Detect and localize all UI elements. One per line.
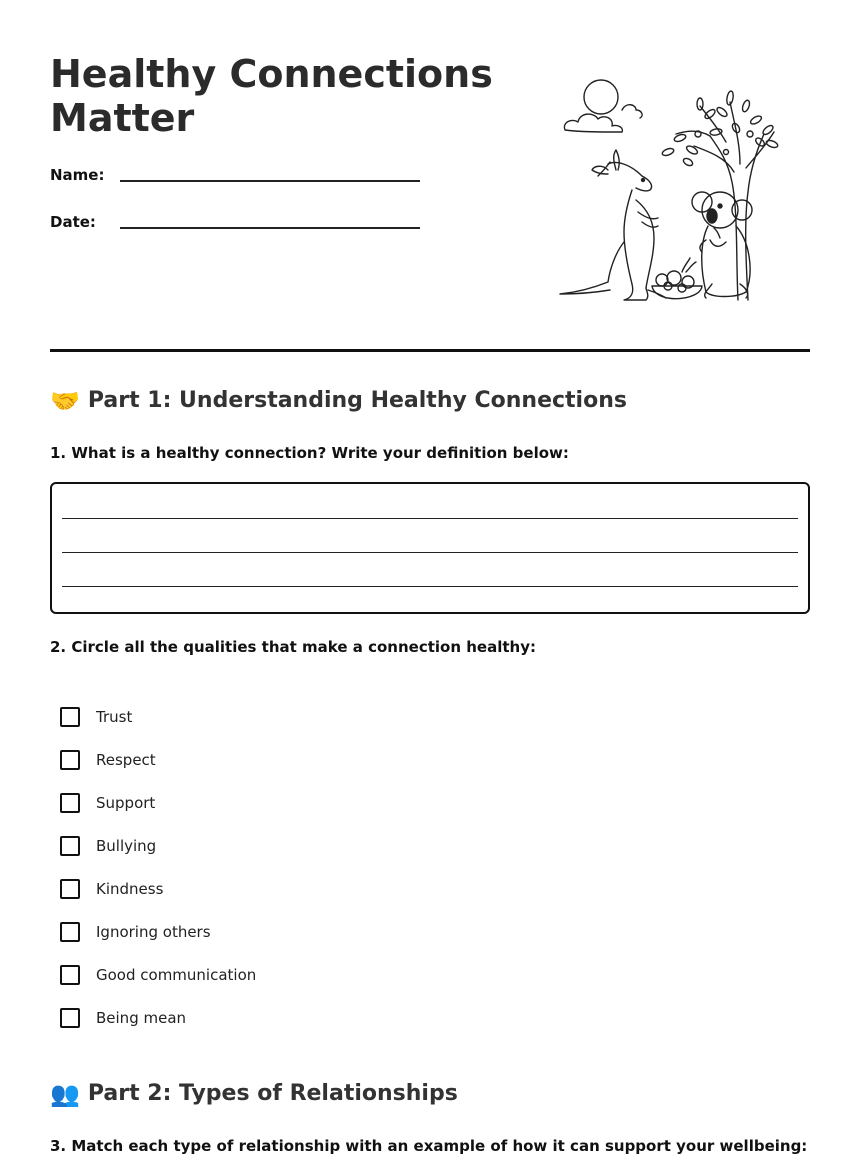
- small-cloud-icon: [622, 105, 642, 118]
- checkbox[interactable]: [60, 965, 80, 985]
- people-icon: 👥: [50, 1079, 80, 1108]
- cloud-icon: [564, 114, 622, 132]
- quality-label: Trust: [96, 708, 133, 726]
- answer-line-2[interactable]: [62, 552, 798, 553]
- kangaroo-icon: [560, 150, 666, 300]
- part1-heading-text: Part 1: Understanding Healthy Connections: [87, 388, 627, 413]
- checkbox[interactable]: [60, 836, 80, 856]
- quality-label: Respect: [96, 751, 156, 769]
- quality-item[interactable]: [60, 834, 156, 858]
- question-3: 3. Match each type of relationship with an example of how it can support your wellbeing:: [50, 1137, 808, 1155]
- checkbox[interactable]: [60, 750, 80, 770]
- checkbox[interactable]: [60, 1008, 80, 1028]
- checkbox[interactable]: [60, 879, 80, 899]
- quality-item[interactable]: [60, 920, 211, 944]
- date-field[interactable]: [50, 213, 420, 237]
- question-2: 2. Circle all the qualities that make a connection healthy:: [50, 638, 536, 656]
- worksheet-page: [50, 0, 810, 1161]
- fruit-bowl-icon: [652, 258, 702, 299]
- quality-item[interactable]: [60, 705, 132, 729]
- quality-item[interactable]: [60, 1006, 186, 1030]
- date-label: Date:: [50, 213, 96, 231]
- sun-icon: [584, 80, 618, 114]
- quality-label: Kindness: [96, 880, 164, 898]
- part2-heading: [50, 1081, 458, 1106]
- quality-label: Support: [96, 794, 156, 812]
- quality-label: Ignoring others: [96, 923, 211, 941]
- quality-item[interactable]: [60, 877, 163, 901]
- quality-label: Good communication: [96, 966, 257, 984]
- quality-label: Being mean: [96, 1009, 187, 1027]
- handshake-icon: 🤝: [50, 386, 80, 415]
- page-title: Healthy Connections Matter: [50, 52, 493, 140]
- koala-icon: [692, 192, 752, 298]
- header-divider: [50, 349, 810, 352]
- answer-line-3[interactable]: [62, 586, 798, 587]
- date-input-line[interactable]: [120, 227, 420, 229]
- checkbox[interactable]: [60, 922, 80, 942]
- tree-icon: [661, 91, 778, 300]
- quality-item[interactable]: [60, 791, 155, 815]
- name-field[interactable]: [50, 166, 420, 190]
- definition-answer-box[interactable]: [50, 482, 810, 614]
- name-label: Name:: [50, 166, 105, 184]
- checkbox[interactable]: [60, 793, 80, 813]
- name-input-line[interactable]: [120, 180, 420, 182]
- quality-item[interactable]: [60, 963, 256, 987]
- kangaroo-koala-illustration: [550, 72, 780, 312]
- answer-line-1[interactable]: [62, 518, 798, 519]
- quality-label: Bullying: [96, 837, 157, 855]
- quality-item[interactable]: [60, 748, 156, 772]
- checkbox[interactable]: [60, 707, 80, 727]
- part1-heading: [50, 388, 627, 413]
- part2-heading-text: Part 2: Types of Relationships: [87, 1081, 458, 1106]
- question-1: 1. What is a healthy connection? Write your definition below:: [50, 444, 569, 462]
